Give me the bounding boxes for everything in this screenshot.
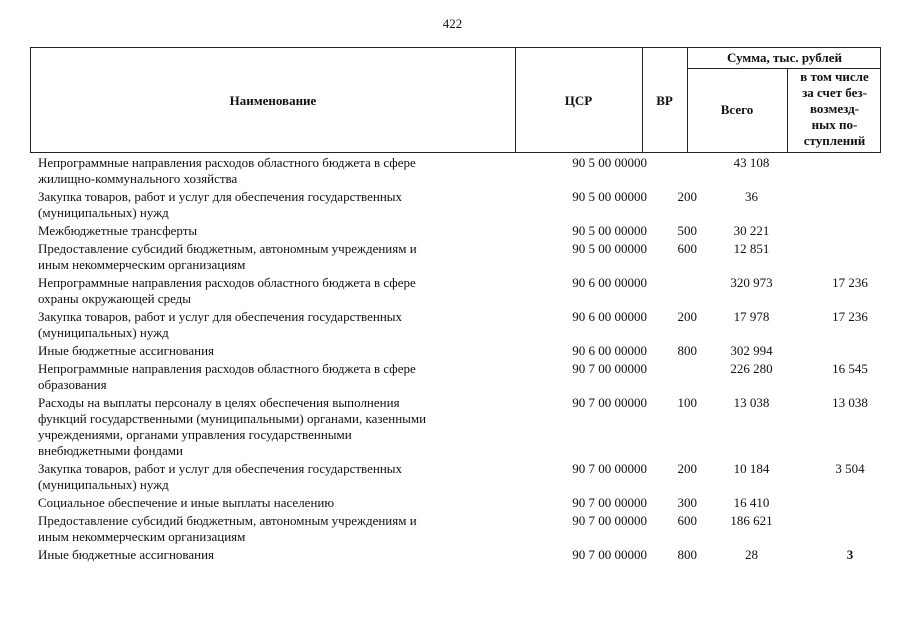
row-vr [647, 275, 697, 307]
row-total: 186 621 [730, 513, 773, 528]
row-csr: 90 7 00 00000 [572, 395, 647, 410]
row-extra: 3 504 [835, 461, 865, 476]
row-csr: 90 7 00 00000 [572, 495, 647, 510]
row-csr: 90 5 00 00000 [572, 189, 647, 204]
table-row [38, 155, 898, 187]
row-vr: 600 [677, 241, 697, 256]
page-number: 422 [442, 16, 463, 31]
header-csr: ЦСР [564, 93, 593, 108]
header-extra-line: ных по- [811, 117, 858, 132]
row-name-line: охраны окружающей среды [38, 291, 192, 306]
row-vr: 500 [677, 223, 697, 238]
row-name-line: Социальное обеспечение и иные выплаты населению [38, 495, 335, 510]
table-row [38, 461, 898, 493]
row-name-line: (муниципальных) нужд [38, 477, 169, 492]
row-csr: 90 7 00 00000 [572, 361, 647, 376]
row-name-line: Иные бюджетные ассигнования [38, 343, 215, 358]
row-csr: 90 5 00 00000 [572, 241, 647, 256]
row-extra: 17 236 [832, 275, 868, 290]
row-csr: 90 5 00 00000 [572, 223, 647, 238]
row-name-line: учреждениями, органами управления государственными [38, 427, 352, 442]
row-name [38, 343, 530, 359]
row-vr: 300 [677, 495, 697, 510]
table-row [38, 241, 898, 273]
table-row [38, 343, 898, 359]
row-name-line: Межбюджетные трансферты [38, 223, 198, 238]
row-name [38, 155, 530, 187]
row-name-line: Предоставление субсидий бюджетным, автономным учреждениям и [38, 241, 417, 256]
row-csr: 90 7 00 00000 [572, 547, 647, 562]
table-row [38, 513, 898, 545]
row-name-line: (муниципальных) нужд [38, 325, 169, 340]
row-csr: 90 6 00 00000 [572, 275, 647, 290]
table-row [38, 189, 898, 221]
header-vr: ВР [656, 93, 673, 108]
row-name-line: образования [38, 377, 107, 392]
row-csr: 90 7 00 00000 [572, 513, 647, 528]
row-total: 13 038 [733, 395, 770, 410]
row-vr [647, 361, 697, 393]
row-name-line: Непрограммные направления расходов областного бюджета в сфере [38, 275, 416, 290]
row-name-line: Закупка товаров, работ и услуг для обеспечения государственных [38, 189, 403, 204]
row-extra: 17 236 [832, 309, 868, 324]
table-row [38, 361, 898, 393]
row-name-line: (муниципальных) нужд [38, 205, 169, 220]
row-total: 30 221 [733, 223, 770, 238]
row-extra [788, 513, 894, 545]
header-extra [787, 69, 882, 149]
row-name-line: внебюджетными фондами [38, 443, 183, 458]
row-extra [788, 189, 894, 221]
row-vr: 800 [677, 343, 697, 358]
row-name [38, 241, 530, 273]
row-name-line: Расходы на выплаты персоналу в целях обеспечения выполнения [38, 395, 400, 410]
row-total: 10 184 [733, 461, 770, 476]
row-name [38, 189, 530, 221]
row-vr: 200 [677, 309, 697, 324]
table-row [38, 309, 898, 341]
row-total: 43 108 [733, 155, 770, 170]
row-total: 12 851 [733, 241, 770, 256]
table-row [38, 275, 898, 307]
row-name [38, 495, 530, 511]
row-name-line: иным некоммерческим организациям [38, 529, 246, 544]
row-extra [788, 223, 894, 239]
row-name [38, 309, 530, 341]
row-vr: 200 [677, 189, 697, 204]
row-name [38, 461, 530, 493]
row-total: 36 [745, 189, 758, 204]
table-header [30, 47, 881, 153]
header-extra-line: ступлений [803, 133, 866, 148]
row-total: 302 994 [730, 343, 773, 358]
header-extra-line: возмезд- [810, 101, 859, 116]
row-vr: 600 [677, 513, 697, 528]
row-csr: 90 5 00 00000 [572, 155, 647, 170]
row-extra [788, 155, 894, 187]
row-name-line: Предоставление субсидий бюджетным, автономным учреждениям и [38, 513, 417, 528]
row-name-line: Непрограммные направления расходов областного бюджета в сфере [38, 155, 416, 170]
header-sum-group: Сумма, тыс. рублей [727, 50, 842, 65]
row-name [38, 275, 530, 307]
row-extra [788, 343, 894, 359]
header-extra-line: за счет без- [802, 85, 867, 100]
header-total: Всего [720, 102, 754, 117]
table-row [38, 495, 898, 511]
row-csr: 90 6 00 00000 [572, 309, 647, 324]
row-name [38, 513, 530, 545]
row-vr: 800 [677, 547, 697, 562]
row-csr: 90 7 00 00000 [572, 461, 647, 476]
row-extra: 16 545 [832, 361, 868, 376]
row-vr [647, 155, 697, 187]
row-name [38, 361, 530, 393]
row-name-line: жилищно-коммунального хозяйства [38, 171, 238, 186]
row-name [38, 223, 530, 239]
row-name-line: иным некоммерческим организациям [38, 257, 246, 272]
row-name-line: Закупка товаров, работ и услуг для обеспечения государственных [38, 309, 403, 324]
row-extra [788, 241, 894, 273]
row-extra: 3 [846, 547, 854, 562]
table-row [38, 547, 898, 563]
row-extra: 13 038 [832, 395, 868, 410]
row-total: 17 978 [733, 309, 770, 324]
row-csr: 90 6 00 00000 [572, 343, 647, 358]
row-name [38, 395, 530, 459]
row-name-line: Непрограммные направления расходов областного бюджета в сфере [38, 361, 416, 376]
row-name-line: Иные бюджетные ассигнования [38, 547, 215, 562]
row-total: 320 973 [730, 275, 773, 290]
row-vr: 200 [677, 461, 697, 476]
row-name [38, 547, 530, 563]
table-row [38, 223, 898, 239]
row-total: 226 280 [730, 361, 773, 376]
header-extra-line: в том числе [800, 69, 869, 84]
row-vr: 100 [677, 395, 697, 410]
row-name-line: Закупка товаров, работ и услуг для обеспечения государственных [38, 461, 403, 476]
row-extra [788, 495, 894, 511]
row-name-line: функций государственными (муниципальными) органами, казенными [38, 411, 427, 426]
table-body [38, 155, 898, 565]
row-total: 28 [745, 547, 758, 562]
table-row [38, 395, 898, 459]
header-name: Наименование [229, 93, 317, 108]
row-total: 16 410 [733, 495, 770, 510]
